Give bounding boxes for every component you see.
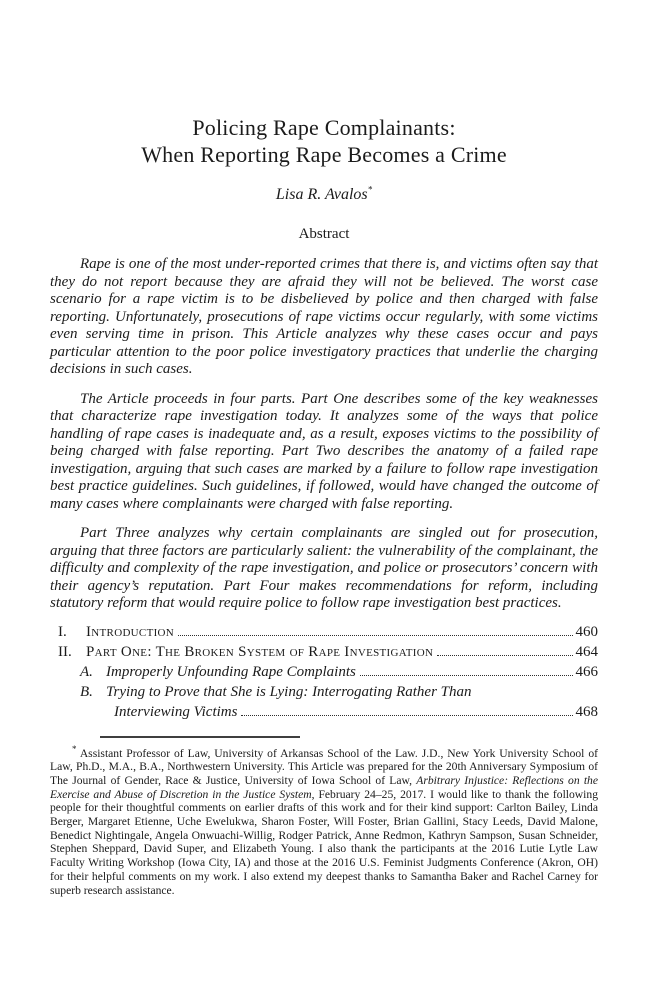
toc-entry-part-one bbox=[50, 642, 598, 662]
article-title bbox=[50, 0, 598, 168]
abstract-section bbox=[50, 256, 598, 613]
author-footnote-marker: * bbox=[367, 184, 373, 195]
toc-dot-leader bbox=[437, 654, 572, 656]
abstract-heading: Abstract bbox=[298, 226, 350, 242]
toc-dot-leader bbox=[178, 634, 572, 636]
abstract-paragraph-1: Rape is one of the most under-reported crimes that there is, and victims often say that they do not report because they are afraid they will not be believed. The worst case scenario for a rape victim is to be disbelieved by police and then charged with false reporting. Unfortunately, prosecutions of rape victims occur regularly, with some victims even serving time in prison. This Article analyzes why these cases occur and pays particular attention to the poor police investigatory practices that underlie the charging decisions in such cases. bbox=[50, 256, 598, 377]
author-name: Lisa R. Avalos bbox=[275, 186, 368, 203]
toc-page-number: 468 bbox=[575, 703, 598, 720]
author-byline bbox=[50, 186, 598, 204]
footnote-marker: * bbox=[72, 743, 77, 754]
toc-dot-leader bbox=[241, 714, 572, 716]
footnote-section bbox=[50, 743, 598, 898]
toc-entry-number: A. bbox=[80, 663, 93, 680]
toc-entry-title: Trying to Prove that She is Lying: Interrogating Rather Than bbox=[106, 683, 472, 700]
title-line-1: Policing Rape Complainants: bbox=[192, 115, 456, 140]
title-line-2: When Reporting Rape Becomes a Crime bbox=[141, 142, 507, 167]
footnote-symposium-title: Arbitrary Injustice: Reflections on the Exercise and Abuse of Discretion in the Justice System bbox=[50, 773, 598, 801]
toc-dot-leader bbox=[360, 674, 573, 676]
toc-entry-subsection-b bbox=[50, 682, 598, 702]
toc-entry-title-continuation: Interviewing Victims bbox=[114, 703, 238, 720]
toc-entry-number: II. bbox=[58, 643, 72, 660]
abstract-paragraph-2: The Article proceeds in four parts. Part One describes some of the key weaknesses that characterize rape investigation today. It analyzes some of the ways that police handling of rape cases is inadequate and, as a result, exposes victims to the possibility of being charged with false reporting. Part Two describes the anatomy of a failed rape investigation, arguing that such cases are marked by a failure to follow rape investigation best practice guidelines. Such guidelines, if followed, would have changed the outcome of many cases where complainants were charged with false reporting. bbox=[50, 390, 598, 512]
toc-entry-number: B. bbox=[80, 683, 93, 700]
table-of-contents bbox=[50, 622, 598, 722]
footnote-text bbox=[50, 743, 598, 898]
article-content bbox=[50, 0, 598, 897]
toc-entry-title: Introduction bbox=[86, 623, 175, 640]
abstract-paragraph-3: Part Three analyzes why certain complainants are singled out for prosecution, arguing that three factors are particularly salient: the vulnerability of the complainant, the difficulty and complexity of the rape investigation, and police or prosecutors’ concern with their agency’s reputation. Part Four makes recommendations for reform, including statutory reform that would require police to follow rape investigation best practices. bbox=[50, 525, 598, 611]
footnote-text-tail: , February 24–25, 2017. I would like to thank the following people for their thoughtful comments on earlier drafts of this work and for their kind support: Carlton Bailey, Linda Berger, Margaret Etienne, Uche Ewelukwa, Sharon Foster, Will Foster, Brian Gallini, Stacy Leeds, David Malone, Benedict Nightingale, Angela Onwuachi-Willig, Rodger Patrick, Anne Redmon, Kathryn Sampson, Susan Schneider, Stephen Sheppard, David Super, and Elizabeth Young. I also thank the participants at the 2016 Lutie Lytle Law Faculty Writing Workshop (Iowa City, IA) and those at the 2016 U.S. Feminist Judgments Conference (Akron, OH) for their helpful comments on my work. I also extend my deepest thanks to Samantha Baker and Rachel Carney for superb research assistance. bbox=[50, 787, 598, 897]
toc-entry-title: Part One: The Broken System of Rape Investigation bbox=[86, 643, 434, 660]
toc-page-number: 466 bbox=[575, 663, 598, 680]
toc-entry-subsection-a bbox=[50, 662, 598, 682]
toc-entry-subsection-b-continuation bbox=[50, 702, 598, 722]
footnote-separator bbox=[100, 736, 300, 738]
toc-page-number: 460 bbox=[575, 623, 598, 640]
footnote-text-lead: Assistant Professor of Law, University of Arkansas School of the Law. J.D., New York University School of Law, Ph.D., M.A., B.A., Northwestern University. This Article was prepared for the 20th Anniversary Symposium of The Journal of Gender, Race & Justice, University of Iowa School of Law, bbox=[50, 746, 598, 787]
toc-entry-number: I. bbox=[58, 623, 67, 640]
toc-page-number: 464 bbox=[575, 643, 598, 660]
toc-entry-title: Improperly Unfounding Rape Complaints bbox=[106, 663, 356, 680]
toc-entry-introduction bbox=[50, 622, 598, 642]
